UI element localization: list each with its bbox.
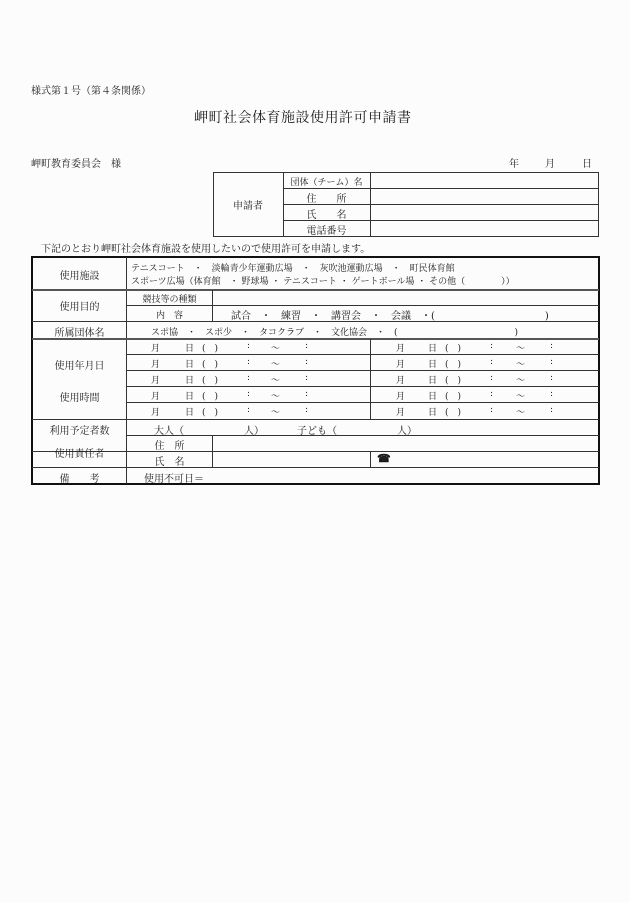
day-label: 日 bbox=[428, 408, 438, 418]
applicant-name-field[interactable] bbox=[372, 205, 597, 219]
date-year-label: 年 bbox=[509, 159, 519, 170]
month-label: 月 bbox=[396, 392, 406, 402]
team-name-label: 団体（チーム）名 bbox=[290, 178, 363, 188]
end-time-colon: : bbox=[305, 389, 309, 399]
time-range-tilde: ～ bbox=[271, 408, 281, 418]
start-time-colon: : bbox=[490, 389, 494, 399]
start-time-colon: : bbox=[247, 357, 251, 367]
applicant-address-field[interactable] bbox=[372, 189, 597, 203]
time-range-tilde: ～ bbox=[271, 376, 281, 386]
applicant-section-label: 申請者 bbox=[233, 201, 263, 212]
responsible-phone-field[interactable] bbox=[392, 453, 597, 466]
remarks-field[interactable]: 使用不可日＝ bbox=[144, 474, 204, 485]
content-label: 内 容 bbox=[155, 311, 183, 321]
end-time-colon: : bbox=[550, 405, 554, 415]
responsible-label: 使用責任者 bbox=[54, 449, 105, 460]
month-label: 月 bbox=[151, 408, 161, 418]
end-time-colon: : bbox=[305, 357, 309, 367]
sport-type-label: 競技等の種類 bbox=[142, 295, 197, 305]
time-range-tilde: ～ bbox=[516, 360, 526, 370]
month-label: 月 bbox=[151, 392, 161, 402]
responsible-name-label: 氏 名 bbox=[154, 457, 185, 468]
applicant-name-label: 氏 名 bbox=[306, 210, 347, 221]
team-name-field[interactable] bbox=[372, 173, 597, 187]
phone-icon: ☎ bbox=[377, 452, 391, 465]
day-label: 日 bbox=[428, 376, 438, 386]
weekday-field: ( ) bbox=[202, 360, 219, 370]
time-range-tilde: ～ bbox=[516, 392, 526, 402]
organization-options[interactable]: スポ協 ・ スポ少 ・ タコクラブ ・ 文化協会 ・ ( ) bbox=[151, 328, 519, 338]
applicant-phone-field[interactable] bbox=[372, 221, 597, 235]
start-time-colon: : bbox=[490, 341, 494, 351]
weekday-field: ( ) bbox=[202, 408, 219, 418]
weekday-field: ( ) bbox=[445, 360, 462, 370]
month-label: 月 bbox=[396, 344, 406, 354]
day-label: 日 bbox=[185, 392, 195, 402]
addressee: 岬町教育委員会 様 bbox=[31, 159, 121, 170]
time-range-tilde: ～ bbox=[516, 408, 526, 418]
month-label: 月 bbox=[151, 376, 161, 386]
month-label: 月 bbox=[396, 360, 406, 370]
start-time-colon: : bbox=[247, 405, 251, 415]
end-time-colon: : bbox=[550, 357, 554, 367]
organization-label: 所属団体名 bbox=[54, 328, 105, 339]
weekday-field: ( ) bbox=[445, 344, 462, 354]
start-time-colon: : bbox=[247, 373, 251, 383]
date-day-label: 日 bbox=[582, 159, 592, 170]
weekday-field: ( ) bbox=[202, 344, 219, 354]
content-options[interactable]: 試合 ・ 練習 ・ 講習会 ・ 会議 ・( ) bbox=[231, 311, 549, 322]
end-time-colon: : bbox=[550, 341, 554, 351]
remarks-label: 備 考 bbox=[59, 474, 100, 485]
start-time-colon: : bbox=[490, 405, 494, 415]
date-month-label: 月 bbox=[545, 159, 555, 170]
end-time-colon: : bbox=[305, 405, 309, 415]
time-range-tilde: ～ bbox=[271, 392, 281, 402]
month-label: 月 bbox=[151, 360, 161, 370]
weekday-field: ( ) bbox=[445, 408, 462, 418]
start-time-colon: : bbox=[490, 373, 494, 383]
day-label: 日 bbox=[185, 344, 195, 354]
facility-options-line1[interactable]: テニスコート ・ 淡輪青少年運動広場 ・ 灰吹池運動広場 ・ 町民体育館 bbox=[131, 264, 455, 274]
time-range-tilde: ～ bbox=[516, 344, 526, 354]
responsible-address-label: 住 所 bbox=[154, 441, 185, 452]
responsible-address-field[interactable] bbox=[214, 437, 597, 450]
start-time-colon: : bbox=[247, 341, 251, 351]
time-range-tilde: ～ bbox=[516, 376, 526, 386]
applicant-address-label: 住 所 bbox=[306, 194, 347, 205]
facility-options-line2[interactable]: スポーツ広場（体育館 ・ 野球場 ・ テニスコート ・ ゲートボール場 ・ その他（ ）） bbox=[131, 277, 515, 287]
usage-time-label: 使用時間 bbox=[59, 393, 100, 404]
day-label: 日 bbox=[428, 392, 438, 402]
end-time-colon: : bbox=[305, 341, 309, 351]
usage-date-label: 使用年月日 bbox=[54, 361, 105, 372]
applicant-phone-label: 電話番号 bbox=[306, 226, 347, 237]
start-time-colon: : bbox=[490, 357, 494, 367]
time-range-tilde: ～ bbox=[271, 344, 281, 354]
month-label: 月 bbox=[396, 376, 406, 386]
adults-count-field[interactable]: 大人（ 人） bbox=[154, 426, 264, 437]
end-time-colon: : bbox=[550, 389, 554, 399]
time-range-tilde: ～ bbox=[271, 360, 281, 370]
attendees-label: 利用予定者数 bbox=[49, 426, 110, 437]
day-label: 日 bbox=[185, 360, 195, 370]
purpose-label: 使用目的 bbox=[59, 302, 100, 313]
sport-type-field[interactable] bbox=[214, 291, 597, 304]
month-label: 月 bbox=[151, 344, 161, 354]
children-count-field[interactable]: 子ども（ 人） bbox=[297, 426, 417, 437]
day-label: 日 bbox=[428, 360, 438, 370]
form-number: 様式第１号（第４条関係） bbox=[31, 86, 151, 97]
month-label: 月 bbox=[396, 408, 406, 418]
intro-text: 下記のとおり岬町社会体育施設を使用したいので使用許可を申請します。 bbox=[41, 244, 371, 255]
day-label: 日 bbox=[428, 344, 438, 354]
end-time-colon: : bbox=[550, 373, 554, 383]
weekday-field: ( ) bbox=[202, 392, 219, 402]
start-time-colon: : bbox=[247, 389, 251, 399]
weekday-field: ( ) bbox=[445, 392, 462, 402]
end-time-colon: : bbox=[305, 373, 309, 383]
page-title: 岬町社会体育施設使用許可申請書 bbox=[194, 110, 412, 126]
day-label: 日 bbox=[185, 376, 195, 386]
responsible-name-field[interactable] bbox=[214, 453, 369, 466]
weekday-field: ( ) bbox=[202, 376, 219, 386]
day-label: 日 bbox=[185, 408, 195, 418]
weekday-field: ( ) bbox=[445, 376, 462, 386]
facility-label: 使用施設 bbox=[59, 271, 100, 282]
